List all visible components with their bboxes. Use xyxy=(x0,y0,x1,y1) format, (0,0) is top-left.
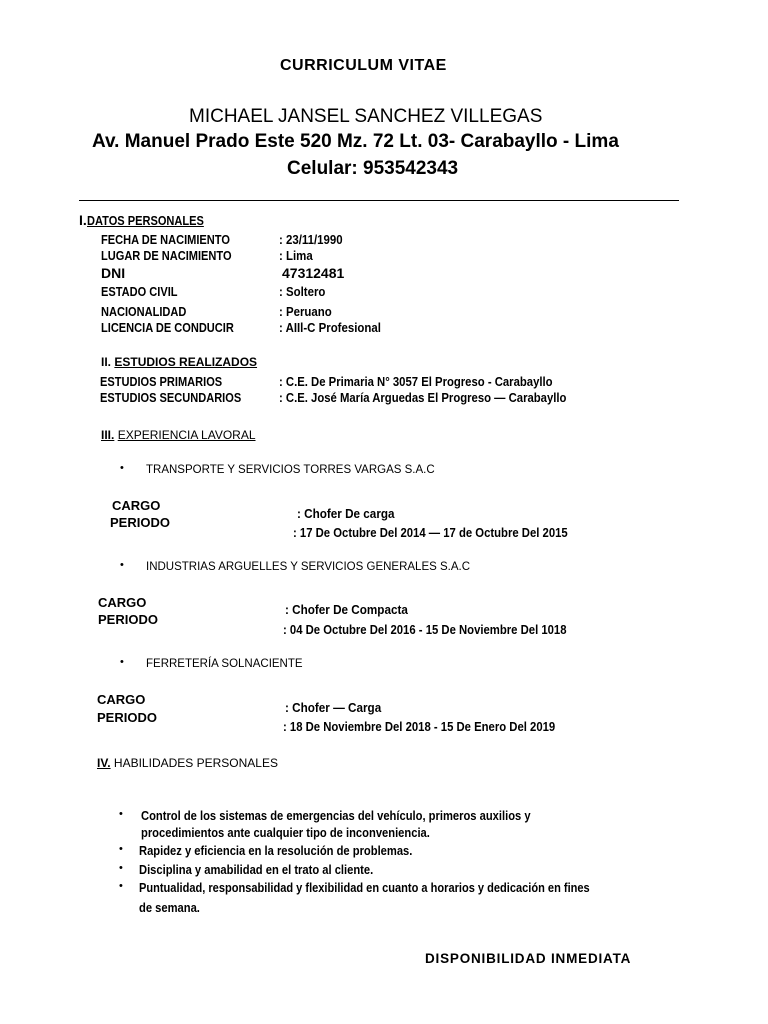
field-label-estado-civil: ESTADO CIVIL xyxy=(101,284,178,299)
field-value-estudios-secundarios: : C.E. José María Arguedas El Progreso — Carabayllo xyxy=(279,390,567,405)
field-value-fecha-nacimiento: : 23/11/1990 xyxy=(279,232,343,247)
section-number: II. xyxy=(101,355,112,369)
job-cargo-label: CARGO xyxy=(97,692,146,707)
job-cargo-label: CARGO xyxy=(98,595,147,610)
field-label-fecha-nacimiento: FECHA DE NACIMIENTO xyxy=(101,232,230,247)
job-company: TRANSPORTE Y SERVICIOS TORRES VARGAS S.A.C xyxy=(146,464,435,476)
field-label-lugar-nacimiento: LUGAR DE NACIMIENTO xyxy=(101,248,232,263)
field-value-estado-civil: : Soltero xyxy=(279,284,326,299)
section-datos-personales-heading xyxy=(79,212,224,228)
field-value-licencia: : AIIl-C Profesional xyxy=(279,320,381,335)
job-periodo-value: : 17 De Octubre Del 2014 — 17 de Octubre Del 2015 xyxy=(293,525,568,540)
field-label-licencia: LICENCIA DE CONDUCIR xyxy=(101,320,234,335)
section-number: I. xyxy=(79,212,87,228)
job-periodo-value: : 18 De Noviembre Del 2018 - 15 De Enero Del 2019 xyxy=(283,719,556,734)
field-label-estudios-primarios: ESTUDIOS PRIMARIOS xyxy=(100,374,223,389)
job-company: FERRETERÍA SOLNACIENTE xyxy=(146,658,303,670)
section-habilidades-heading xyxy=(97,756,278,770)
skill-item: Disciplina y amabilidad en el trato al cliente. xyxy=(139,862,374,877)
job-cargo-value: : Chofer De carga xyxy=(297,506,395,521)
availability-note: DISPONIBILIDAD INMEDIATA xyxy=(425,951,632,966)
candidate-name: MICHAEL JANSEL SANCHEZ VILLEGAS xyxy=(189,106,543,127)
field-label-dni: DNI xyxy=(101,265,126,281)
bullet-icon: • xyxy=(119,880,123,892)
field-label-nacionalidad: NACIONALIDAD xyxy=(101,304,187,319)
bullet-icon: • xyxy=(120,462,124,474)
bullet-icon: • xyxy=(119,808,123,820)
candidate-phone: Celular: 953542343 xyxy=(287,158,459,179)
job-cargo-value: : Chofer — Carga xyxy=(285,700,382,715)
skill-item: Rapidez y eficiencia en la resolución de problemas. xyxy=(139,843,413,858)
job-periodo-value: : 04 De Octubre Del 2016 - 15 De Noviembre Del 1018 xyxy=(283,622,567,637)
section-title: DATOS PERSONALES xyxy=(86,213,204,228)
job-cargo-label: CARGO xyxy=(112,498,161,513)
candidate-address: Av. Manuel Prado Este 520 Mz. 72 Lt. 03- Carabayllo - Lima xyxy=(92,131,619,152)
field-value-dni: 47312481 xyxy=(282,265,345,281)
header-divider xyxy=(79,200,679,201)
bullet-icon: • xyxy=(120,559,124,571)
field-value-estudios-primarios: : C.E. De Primaria N° 3057 El Progreso - Carabayllo xyxy=(279,374,553,389)
job-periodo-label: PERIODO xyxy=(97,710,157,725)
section-experiencia-heading xyxy=(101,428,256,442)
section-number: III. xyxy=(101,428,115,442)
section-title: ESTUDIOS REALIZADOS xyxy=(114,355,258,369)
document-title: CURRICULUM VITAE xyxy=(280,57,447,74)
field-value-lugar-nacimiento: : Lima xyxy=(279,248,313,263)
section-estudios-heading xyxy=(101,355,257,369)
section-title: EXPERIENCIA LAVORAL xyxy=(117,428,256,442)
field-value-nacionalidad: : Peruano xyxy=(279,304,332,319)
skill-item: Control de los sistemas de emergencias del vehículo, primeros auxilios y xyxy=(141,808,531,823)
field-label-estudios-secundarios: ESTUDIOS SECUNDARIOS xyxy=(100,390,242,405)
job-periodo-label: PERIODO xyxy=(98,612,158,627)
job-company: INDUSTRIAS ARGUELLES Y SERVICIOS GENERALES S.A.C xyxy=(146,561,471,573)
skill-item: Puntualidad, responsabilidad y flexibilidad en cuanto a horarios y dedicación en fines xyxy=(139,880,590,895)
skill-item-continuation: procedimientos ante cualquier tipo de inconveniencia. xyxy=(141,825,430,840)
section-number: IV. xyxy=(97,756,111,770)
bullet-icon: • xyxy=(119,843,123,855)
section-title: HABILIDADES PERSONALES xyxy=(113,756,278,770)
bullet-icon: • xyxy=(119,862,123,874)
job-cargo-value: : Chofer De Compacta xyxy=(285,602,408,617)
skill-item-continuation: de semana. xyxy=(139,900,200,915)
job-periodo-label: PERIODO xyxy=(110,515,170,530)
bullet-icon: • xyxy=(120,656,124,668)
